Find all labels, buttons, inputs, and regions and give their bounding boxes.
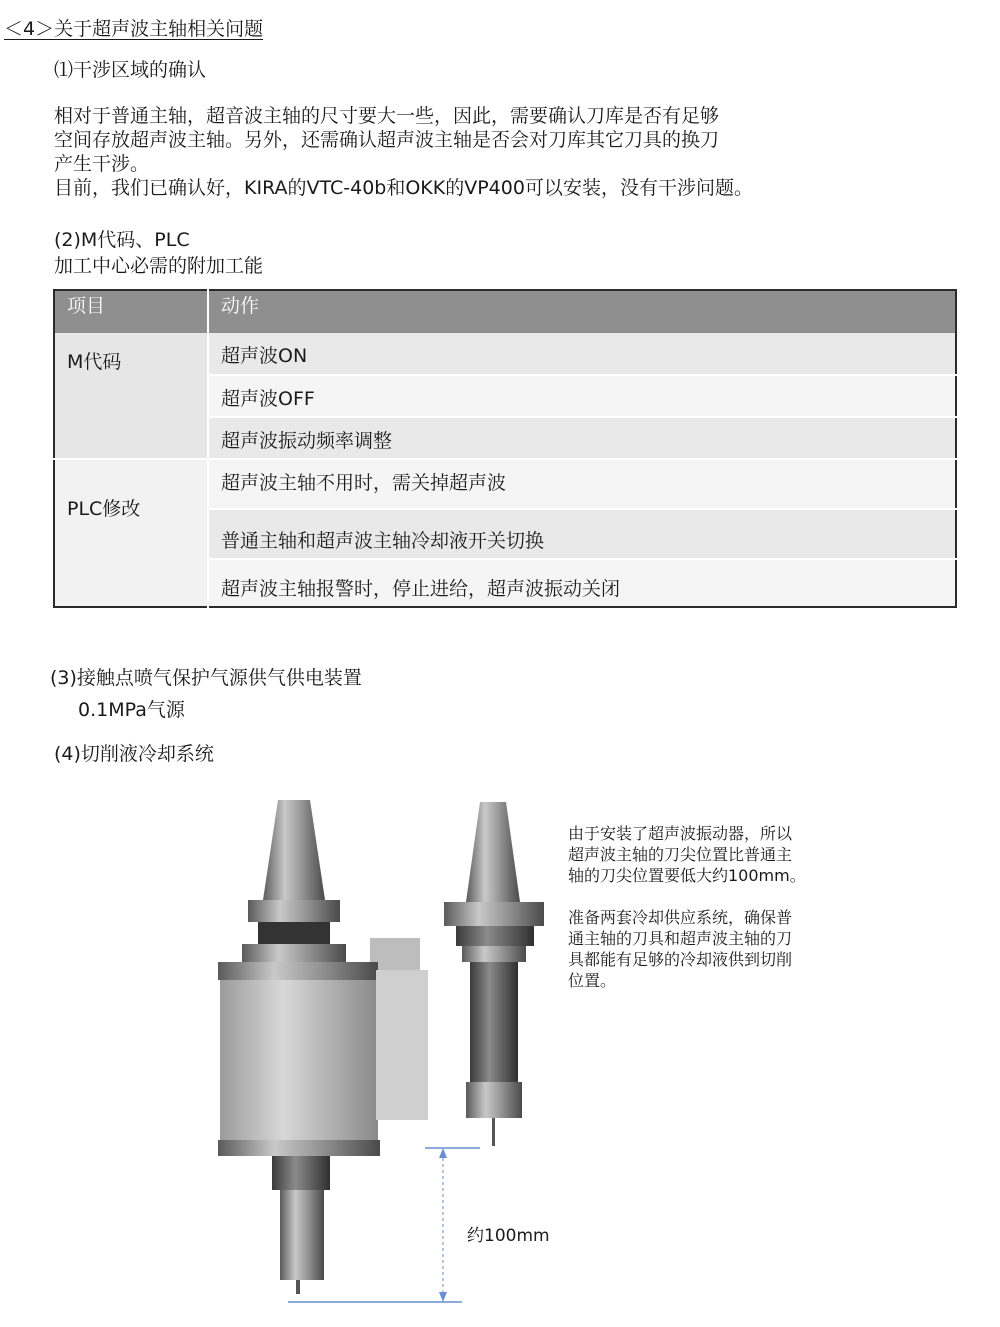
section-heading: ＜4＞关于超声波主轴相关问题	[4, 18, 264, 40]
function-table	[53, 289, 957, 608]
table-action-cell: 超声波ON	[208, 333, 956, 375]
table-item-cell: PLC修改	[54, 459, 208, 607]
ultrasonic-spindle-image	[218, 800, 428, 1294]
section2-subtitle: 加工中心必需的附加工能	[54, 255, 264, 277]
table-action-cell: 超声波OFF	[208, 375, 956, 417]
section4-title: (4)切削液冷却系统	[54, 743, 214, 765]
table-row	[54, 459, 956, 509]
section3-title: (3)接触点喷气保护气源供气供电装置	[50, 667, 362, 689]
paragraph-line: 空间存放超声波主轴。另外，还需确认超声波主轴是否会对刀库其它刀具的换刀	[54, 129, 720, 151]
note-line	[568, 886, 806, 907]
paragraph-line: 相对于普通主轴，超音波主轴的尺寸要大一些，因此，需要确认刀库是否有足够	[54, 105, 720, 127]
note-line: 准备两套冷却供应系统，确保普	[568, 908, 793, 927]
note-line: 轴的刀尖位置要低大约100mm。	[568, 866, 806, 885]
paragraph-line: 目前，我们已确认好，KIRA的VTC-40b和OKK的VP400可以安装，没有干涉问题。	[54, 177, 753, 199]
table-header-item: 项目	[54, 290, 208, 333]
section3-detail: 0.1MPa气源	[78, 699, 185, 721]
note-line: 通主轴的刀具和超声波主轴的刀	[568, 929, 793, 948]
section1-title: ⑴干涉区域的确认	[54, 59, 207, 81]
table-action-cell: 超声波主轴不用时，需关掉超声波	[208, 459, 956, 509]
section2-title: (2)M代码、PLC	[54, 229, 190, 251]
dimension-label: 约100mm	[467, 1226, 550, 1246]
table-header-action: 动作	[208, 290, 956, 333]
table-item-cell: M代码	[54, 333, 208, 459]
table-action-cell: 超声波主轴报警时，停止进给，超声波振动关闭	[208, 559, 956, 607]
paragraph-line: 产生干涉。	[54, 153, 150, 175]
table-action-cell: 普通主轴和超声波主轴冷却液开关切换	[208, 509, 956, 559]
table-header-row	[54, 290, 956, 333]
section1-paragraph	[54, 104, 753, 200]
table-row	[54, 333, 956, 375]
table-action-cell: 超声波振动频率调整	[208, 417, 956, 459]
note-line: 具都能有足够的冷却液供到切削	[568, 950, 793, 969]
coolant-note	[568, 823, 806, 991]
note-line: 超声波主轴的刀尖位置比普通主	[568, 845, 793, 864]
note-line: 位置。	[568, 971, 617, 990]
note-line: 由于安装了超声波振动器，所以	[568, 824, 793, 843]
standard-spindle-image	[444, 802, 544, 1146]
